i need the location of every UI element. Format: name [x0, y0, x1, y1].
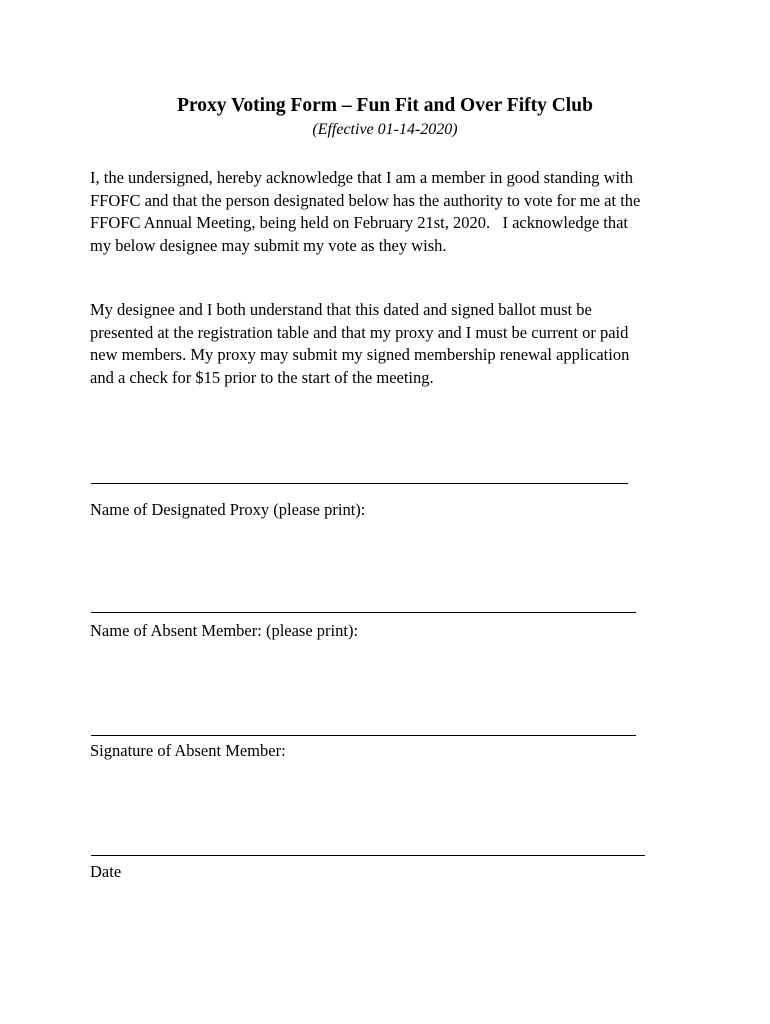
proxy-name-label: Name of Designated Proxy (please print):: [90, 500, 366, 519]
paragraph-line: new members. My proxy may submit my signed membership renewal application: [90, 345, 630, 364]
form-title: Proxy Voting Form – Fun Fit and Over Fifty Club: [177, 95, 593, 116]
paragraph-line: My designee and I both understand that this dated and signed ballot must be: [90, 300, 592, 319]
date-line[interactable]: [91, 855, 645, 856]
acknowledgement-paragraph: [90, 167, 690, 257]
understanding-paragraph: [90, 299, 690, 389]
paragraph-line: presented at the registration table and that my proxy and I must be current or paid: [90, 322, 629, 342]
absent-member-name-line[interactable]: [91, 612, 636, 613]
signature-line[interactable]: [91, 735, 636, 736]
paragraph-line: my below designee may submit my vote as they wish.: [90, 235, 447, 255]
paragraph-line: and a check for $15 prior to the start of the meeting.: [90, 367, 434, 387]
absent-member-name-label: Name of Absent Member: (please print):: [90, 621, 359, 640]
date-label: Date: [90, 862, 122, 881]
paragraph-line: FFOFC and that the person designated below has the authority to vote for me at the: [90, 190, 641, 210]
effective-date: (Effective 01-14-2020): [312, 121, 458, 138]
proxy-name-line[interactable]: [91, 483, 628, 484]
signature-label: Signature of Absent Member:: [90, 741, 286, 760]
paragraph-line: FFOFC Annual Meeting, being held on February 21st, 2020. I acknowledge that: [90, 213, 629, 232]
paragraph-line: I, the undersigned, hereby acknowledge that I am a member in good standing with: [90, 168, 633, 187]
